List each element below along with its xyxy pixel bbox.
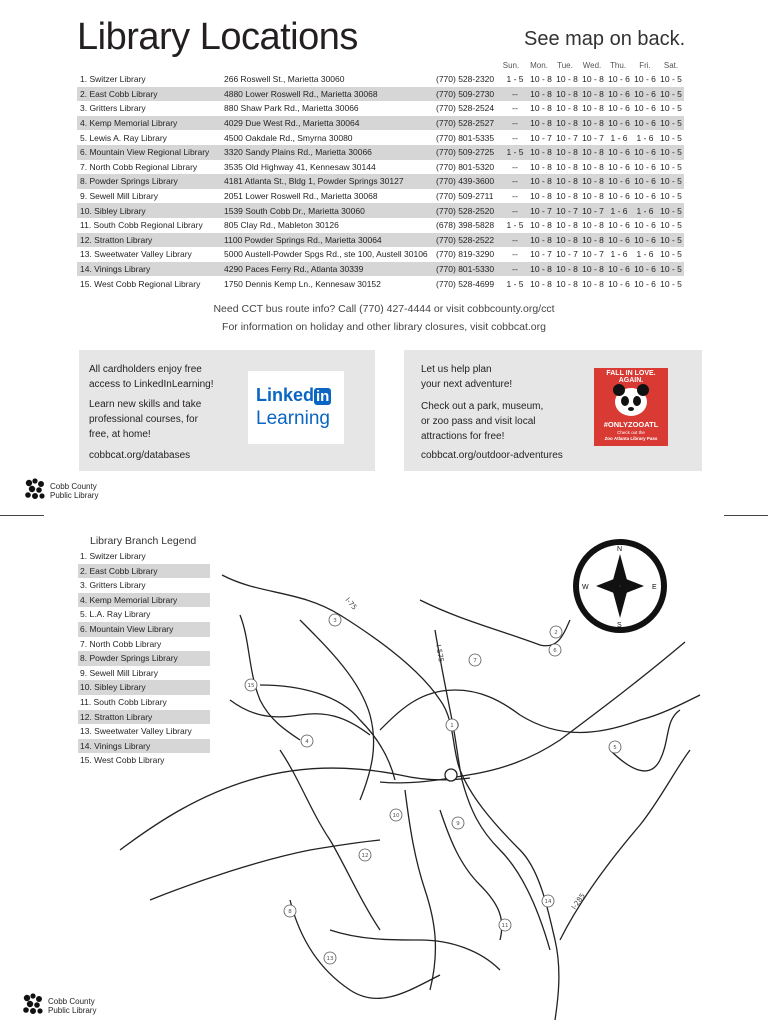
library-hours: 1 - 6 <box>636 249 654 260</box>
library-hours: 1 - 5 <box>502 145 528 160</box>
linkedin-logo-word: Linked <box>256 385 315 405</box>
library-hours: 10 - 6 <box>634 103 656 114</box>
library-phone: (770) 439-3600 <box>436 174 502 189</box>
library-hours: -- <box>502 203 528 218</box>
library-hours: 10 - 8 <box>556 103 578 114</box>
library-name: 7. North Cobb Regional Library <box>80 161 198 172</box>
library-hours: -- <box>512 191 518 202</box>
library-marker-number: 11 <box>501 923 509 929</box>
library-hours: -- <box>502 233 528 248</box>
library-hours: 10 - 5 <box>660 191 682 202</box>
library-hours: 10 - 8 <box>556 278 578 289</box>
library-hours: 10 - 8 <box>580 174 606 189</box>
library-hours: 1 - 6 <box>632 203 658 218</box>
library-address: 266 Roswell St., Marietta 30060 <box>224 74 345 85</box>
zoo-sub: Zoo Atlanta Library Pass <box>604 436 658 441</box>
map-label-i285: I-285 <box>570 891 587 912</box>
linkedin-learning-logo <box>248 371 344 444</box>
interchange-marker <box>445 769 457 781</box>
day-header: Sun. <box>502 61 520 70</box>
library-hours: 10 - 5 <box>658 262 684 277</box>
library-hours: 10 - 6 <box>608 220 630 231</box>
library-marker <box>284 905 296 917</box>
library-row <box>77 203 684 218</box>
library-row <box>77 130 684 145</box>
library-marker <box>446 719 458 731</box>
library-hours: 1 - 6 <box>610 132 628 143</box>
library-hours: 10 - 6 <box>632 87 658 102</box>
library-hours: 10 - 5 <box>660 220 682 231</box>
library-hours: 10 - 6 <box>606 262 632 277</box>
library-hours: 10 - 5 <box>660 103 682 114</box>
library-hours: 10 - 8 <box>554 262 580 277</box>
library-marker <box>359 849 371 861</box>
zoo-sub: Check out the <box>617 430 645 435</box>
library-marker-number: 6 <box>553 648 557 654</box>
library-hours: 10 - 8 <box>554 116 580 131</box>
library-phone: (770) 528-2527 <box>436 116 502 131</box>
library-hours: 10 - 8 <box>528 87 554 102</box>
library-hours: 10 - 5 <box>658 145 684 160</box>
library-hours: 1 - 5 <box>506 220 524 231</box>
panel-text: Check out a park, museum, <box>421 401 544 412</box>
cut-mark <box>724 515 768 516</box>
map-label-i75: I-75 <box>343 596 359 612</box>
library-hours: 10 - 8 <box>528 262 554 277</box>
library-hours: 10 - 8 <box>528 174 554 189</box>
library-hours: 10 - 7 <box>580 203 606 218</box>
library-address: 4029 Due West Rd., Marietta 30064 <box>224 116 436 131</box>
library-marker <box>301 735 313 747</box>
library-address: 4290 Paces Ferry Rd., Atlanta 30339 <box>224 262 436 277</box>
compass-s: S <box>617 622 622 629</box>
library-row <box>77 87 684 102</box>
library-hours: -- <box>502 116 528 131</box>
library-phone: (770) 801-5320 <box>436 161 495 172</box>
library-hours: 10 - 7 <box>582 249 604 260</box>
legend-item: 6. Mountain View Library <box>78 622 210 637</box>
day-header: Wed. <box>582 61 602 70</box>
library-hours: 10 - 6 <box>632 262 658 277</box>
library-hours: -- <box>502 174 528 189</box>
library-hours: 10 - 7 <box>582 132 604 143</box>
day-header: Fri. <box>639 61 651 70</box>
map-label-i575: I-575 <box>434 643 446 664</box>
library-hours: 10 - 7 <box>556 132 578 143</box>
library-marker <box>499 919 511 931</box>
library-hours: 10 - 6 <box>606 87 632 102</box>
linkedin-learning-word: Learning <box>256 408 330 429</box>
library-row <box>77 262 684 277</box>
legend-item: 11. South Cobb Library <box>80 696 167 707</box>
library-name: 9. Sewell Mill Library <box>80 191 158 202</box>
library-row <box>77 276 684 291</box>
library-hours: 10 - 7 <box>554 203 580 218</box>
legend-title: Library Branch Legend <box>90 535 197 547</box>
library-phone: (770) 509-2730 <box>436 87 502 102</box>
library-hours: 10 - 8 <box>530 220 552 231</box>
library-address: 4880 Lower Roswell Rd., Marietta 30068 <box>224 87 436 102</box>
closure-info: For information on holiday and other library closures, visit cobbcat.org <box>222 321 546 333</box>
panda-icon <box>594 380 668 420</box>
library-marker-number: 1 <box>450 723 454 729</box>
library-hours: 1 - 5 <box>506 74 524 85</box>
library-marker-number: 5 <box>613 745 617 751</box>
library-hours: 10 - 6 <box>606 145 632 160</box>
library-hours: 10 - 8 <box>554 233 580 248</box>
day-header: Tue. <box>557 61 573 70</box>
legend-item: 13. Sweetwater Valley Library <box>80 726 192 737</box>
library-hours: 10 - 6 <box>606 174 632 189</box>
library-address: 4500 Oakdale Rd., Smyrna 30080 <box>224 132 353 143</box>
legend-item: 9. Sewell Mill Library <box>80 667 158 678</box>
library-hours: 10 - 8 <box>556 74 578 85</box>
library-row <box>77 116 684 131</box>
library-hours: 10 - 8 <box>582 278 604 289</box>
legend-item: 8. Powder Springs Library <box>78 651 210 666</box>
panel-text: Let us help plan <box>421 364 492 375</box>
library-hours: 1 - 6 <box>636 132 654 143</box>
library-marker <box>549 644 561 656</box>
library-hours: -- <box>512 103 518 114</box>
panel-text: free, at home! <box>89 429 151 440</box>
library-marker-number: 3 <box>333 618 337 624</box>
legend-item: 12. Stratton Library <box>78 710 210 725</box>
library-name: 1. Switzer Library <box>80 74 146 85</box>
library-phone: (770) 801-5335 <box>436 132 495 143</box>
library-marker-number: 9 <box>456 821 460 827</box>
library-hours: 10 - 5 <box>658 116 684 131</box>
logo-line: Cobb County <box>50 482 97 491</box>
library-hours: 1 - 5 <box>506 278 524 289</box>
library-marker-number: 14 <box>544 899 552 905</box>
library-hours: 10 - 8 <box>580 233 606 248</box>
logo-text <box>48 997 96 1015</box>
legend-item: 15. West Cobb Library <box>80 755 165 766</box>
library-name: 12. Stratton Library <box>77 233 224 248</box>
library-row <box>77 189 684 204</box>
panel-text: Learn new skills and take <box>89 399 202 410</box>
library-hours: 10 - 8 <box>530 278 552 289</box>
library-hours: -- <box>502 262 528 277</box>
library-marker-number: 10 <box>392 813 400 819</box>
logo-line: Cobb County <box>48 997 95 1006</box>
library-row <box>77 101 684 116</box>
library-address: 1750 Dennis Kemp Ln., Kennesaw 30152 <box>224 278 381 289</box>
library-name: 3. Gritters Library <box>80 103 146 114</box>
library-name: 10. Sibley Library <box>77 203 224 218</box>
library-phone: (770) 528-2320 <box>436 74 495 85</box>
library-hours: 10 - 5 <box>660 132 682 143</box>
library-row <box>77 247 684 262</box>
library-phone: (770) 801-5330 <box>436 262 502 277</box>
linkedin-in-badge: in <box>316 388 330 405</box>
library-hours: 10 - 8 <box>582 74 604 85</box>
library-hours: 10 - 5 <box>658 233 684 248</box>
library-phone: (770) 509-2711 <box>436 191 494 202</box>
panel-text: access to LinkedInLearning! <box>89 379 214 390</box>
zoo-hashtag: #ONLYZOOATL <box>603 420 659 429</box>
library-hours: 1 - 6 <box>610 249 628 260</box>
library-row <box>77 160 684 175</box>
library-hours: 10 - 6 <box>632 233 658 248</box>
legend-item: 7. North Cobb Library <box>80 638 162 649</box>
library-hours: 10 - 8 <box>530 161 552 172</box>
library-marker-number: 13 <box>326 956 334 962</box>
library-address: 880 Shaw Park Rd., Marietta 30066 <box>224 103 359 114</box>
library-hours: 10 - 8 <box>582 191 604 202</box>
library-row <box>77 174 684 189</box>
library-locations-table <box>77 72 684 291</box>
library-hours: 10 - 8 <box>528 145 554 160</box>
library-phone: (770) 528-4699 <box>436 278 495 289</box>
library-marker <box>452 817 464 829</box>
library-name: 14. Vinings Library <box>77 262 224 277</box>
library-hours: 10 - 5 <box>658 174 684 189</box>
logo-line: Public Library <box>50 491 99 500</box>
library-hours: 10 - 6 <box>634 161 656 172</box>
library-hours: 10 - 6 <box>608 278 630 289</box>
library-hours: -- <box>512 249 518 260</box>
library-name: 15. West Cobb Regional Library <box>80 278 201 289</box>
compass-w: W <box>582 584 589 591</box>
library-name: 5. Lewis A. Ray Library <box>80 132 167 143</box>
library-row <box>77 145 684 160</box>
databases-link[interactable]: cobbcat.org/databases <box>89 450 191 461</box>
library-hours: 10 - 6 <box>634 191 656 202</box>
library-hours: 10 - 8 <box>556 220 578 231</box>
panel-text: professional courses, for <box>89 414 198 425</box>
day-header: Mon. <box>530 61 548 70</box>
library-hours: 10 - 6 <box>634 278 656 289</box>
library-hours: 10 - 6 <box>608 161 630 172</box>
library-hours: 10 - 7 <box>530 132 552 143</box>
library-hours: 10 - 5 <box>660 278 682 289</box>
outdoor-adventures-link[interactable]: cobbcat.org/outdoor-adventures <box>421 450 563 461</box>
branch-legend <box>78 549 210 768</box>
compass-e: E <box>652 584 657 591</box>
library-name: 13. Sweetwater Valley Library <box>80 249 192 260</box>
panel-text: attractions for free! <box>421 431 505 442</box>
library-hours: 10 - 6 <box>634 74 656 85</box>
library-hours: 10 - 8 <box>582 103 604 114</box>
library-address: 1100 Powder Springs Rd., Marietta 30064 <box>224 233 436 248</box>
library-hours: -- <box>512 161 518 172</box>
day-header: Sat. <box>663 61 679 70</box>
library-marker-number: 12 <box>361 853 369 859</box>
library-address: 1539 South Cobb Dr., Marietta 30060 <box>224 203 436 218</box>
bus-route-info: Need CCT bus route info? Call (770) 427-4444 or visit cobbcounty.org/cct <box>213 303 555 315</box>
library-hours: 10 - 8 <box>580 87 606 102</box>
library-hours: 10 - 8 <box>580 116 606 131</box>
logo-line: Public Library <box>48 1006 97 1015</box>
legend-item: 4. Kemp Memorial Library <box>78 593 210 608</box>
library-marker <box>609 741 621 753</box>
library-hours: 10 - 8 <box>556 161 578 172</box>
library-hours: 10 - 8 <box>580 262 606 277</box>
panel-text: your next adventure! <box>421 379 513 390</box>
zoo-headline: FALL IN LOVE. AGAIN. <box>606 370 656 384</box>
library-hours: 10 - 8 <box>554 174 580 189</box>
library-row <box>77 233 684 248</box>
library-row <box>77 72 684 87</box>
library-phone: (770) 528-2524 <box>436 103 495 114</box>
library-hours: 10 - 6 <box>608 74 630 85</box>
compass-n: N <box>617 546 623 553</box>
day-header: Thu. <box>609 61 626 70</box>
library-marker-number: 7 <box>473 658 477 664</box>
library-hours: 10 - 6 <box>606 116 632 131</box>
library-hours: 10 - 6 <box>632 174 658 189</box>
library-marker <box>245 679 257 691</box>
library-name: 4. Kemp Memorial Library <box>77 116 224 131</box>
library-marker <box>390 809 402 821</box>
legend-item: 2. East Cobb Library <box>78 564 210 579</box>
library-address: 2051 Lower Roswell Rd., Marietta 30068 <box>224 191 378 202</box>
library-hours: 10 - 6 <box>632 116 658 131</box>
library-marker-number: 4 <box>305 739 309 745</box>
library-hours: 10 - 7 <box>530 249 552 260</box>
library-hours: 10 - 5 <box>660 161 682 172</box>
library-hours: 10 - 6 <box>632 145 658 160</box>
library-marker <box>324 952 336 964</box>
library-phone: (770) 509-2725 <box>436 145 502 160</box>
page-title: Library Locations <box>77 16 358 58</box>
legend-item: 1. Switzer Library <box>80 551 146 561</box>
library-name: 8. Powder Springs Library <box>77 174 224 189</box>
library-marker <box>542 895 554 907</box>
library-marker-number: 8 <box>288 909 292 915</box>
library-hours: 10 - 7 <box>528 203 554 218</box>
library-marker-number: 15 <box>247 683 255 689</box>
library-address: 5000 Austell-Powder Spgs Rd., ste 100, Austell 30106 <box>224 249 428 260</box>
library-phone: (770) 819-3290 <box>436 249 495 260</box>
library-marker <box>550 626 562 638</box>
library-name: 6. Mountain View Regional Library <box>77 145 224 160</box>
library-hours: 10 - 8 <box>530 103 552 114</box>
legend-item: 10. Sibley Library <box>78 680 210 695</box>
library-hours: 10 - 6 <box>606 233 632 248</box>
library-phone: (770) 528-2522 <box>436 233 502 248</box>
library-hours: 10 - 5 <box>660 249 682 260</box>
library-phone: (678) 398-5828 <box>436 220 495 231</box>
library-address: 805 Clay Rd., Mableton 30126 <box>224 220 339 231</box>
legend-item: 14. Vinings Library <box>78 739 210 754</box>
cut-mark <box>0 515 44 516</box>
compass-icon <box>576 542 664 630</box>
library-row <box>77 218 684 233</box>
library-name: 11. South Cobb Regional Library <box>80 220 203 231</box>
cobb-library-logo-icon <box>22 993 44 1015</box>
library-hours: 10 - 8 <box>554 145 580 160</box>
library-hours: 10 - 8 <box>528 233 554 248</box>
library-hours: 10 - 8 <box>580 145 606 160</box>
library-hours: 10 - 6 <box>634 220 656 231</box>
library-hours: 10 - 5 <box>658 203 684 218</box>
library-hours: 10 - 8 <box>530 74 552 85</box>
legend-item: 5. L.A. Ray Library <box>80 609 151 620</box>
logo-text <box>50 482 98 500</box>
library-hours: 10 - 8 <box>582 220 604 231</box>
library-hours: 10 - 5 <box>658 87 684 102</box>
library-phone: (770) 528-2520 <box>436 203 502 218</box>
cobb-library-logo-icon <box>24 478 46 500</box>
library-hours: 10 - 8 <box>554 87 580 102</box>
library-hours: 10 - 6 <box>608 191 630 202</box>
panel-text: or zoo pass and visit local <box>421 416 536 427</box>
legend-item: 3. Gritters Library <box>80 580 146 591</box>
library-marker <box>469 654 481 666</box>
library-hours: 1 - 6 <box>606 203 632 218</box>
library-marker <box>329 614 341 626</box>
library-hours: 10 - 6 <box>608 103 630 114</box>
see-map-note: See map on back. <box>524 28 686 50</box>
library-hours: 10 - 8 <box>556 191 578 202</box>
library-hours: 10 - 5 <box>660 74 682 85</box>
panel-text: All cardholders enjoy free <box>89 364 202 375</box>
library-hours: 10 - 8 <box>582 161 604 172</box>
library-address: 3320 Sandy Plains Rd., Marietta 30066 <box>224 145 436 160</box>
library-hours: 10 - 8 <box>530 191 552 202</box>
library-address: 3535 Old Highway 41, Kennesaw 30144 <box>224 161 376 172</box>
library-name: 2. East Cobb Library <box>77 87 224 102</box>
library-marker-number: 2 <box>554 630 558 636</box>
library-address: 4181 Atlanta St., Bldg 1, Powder Springs 30127 <box>224 174 436 189</box>
library-hours: -- <box>502 87 528 102</box>
library-hours: 10 - 8 <box>528 116 554 131</box>
library-hours: -- <box>512 132 518 143</box>
library-hours: 10 - 7 <box>556 249 578 260</box>
zoo-atlanta-pass-image <box>594 368 668 446</box>
